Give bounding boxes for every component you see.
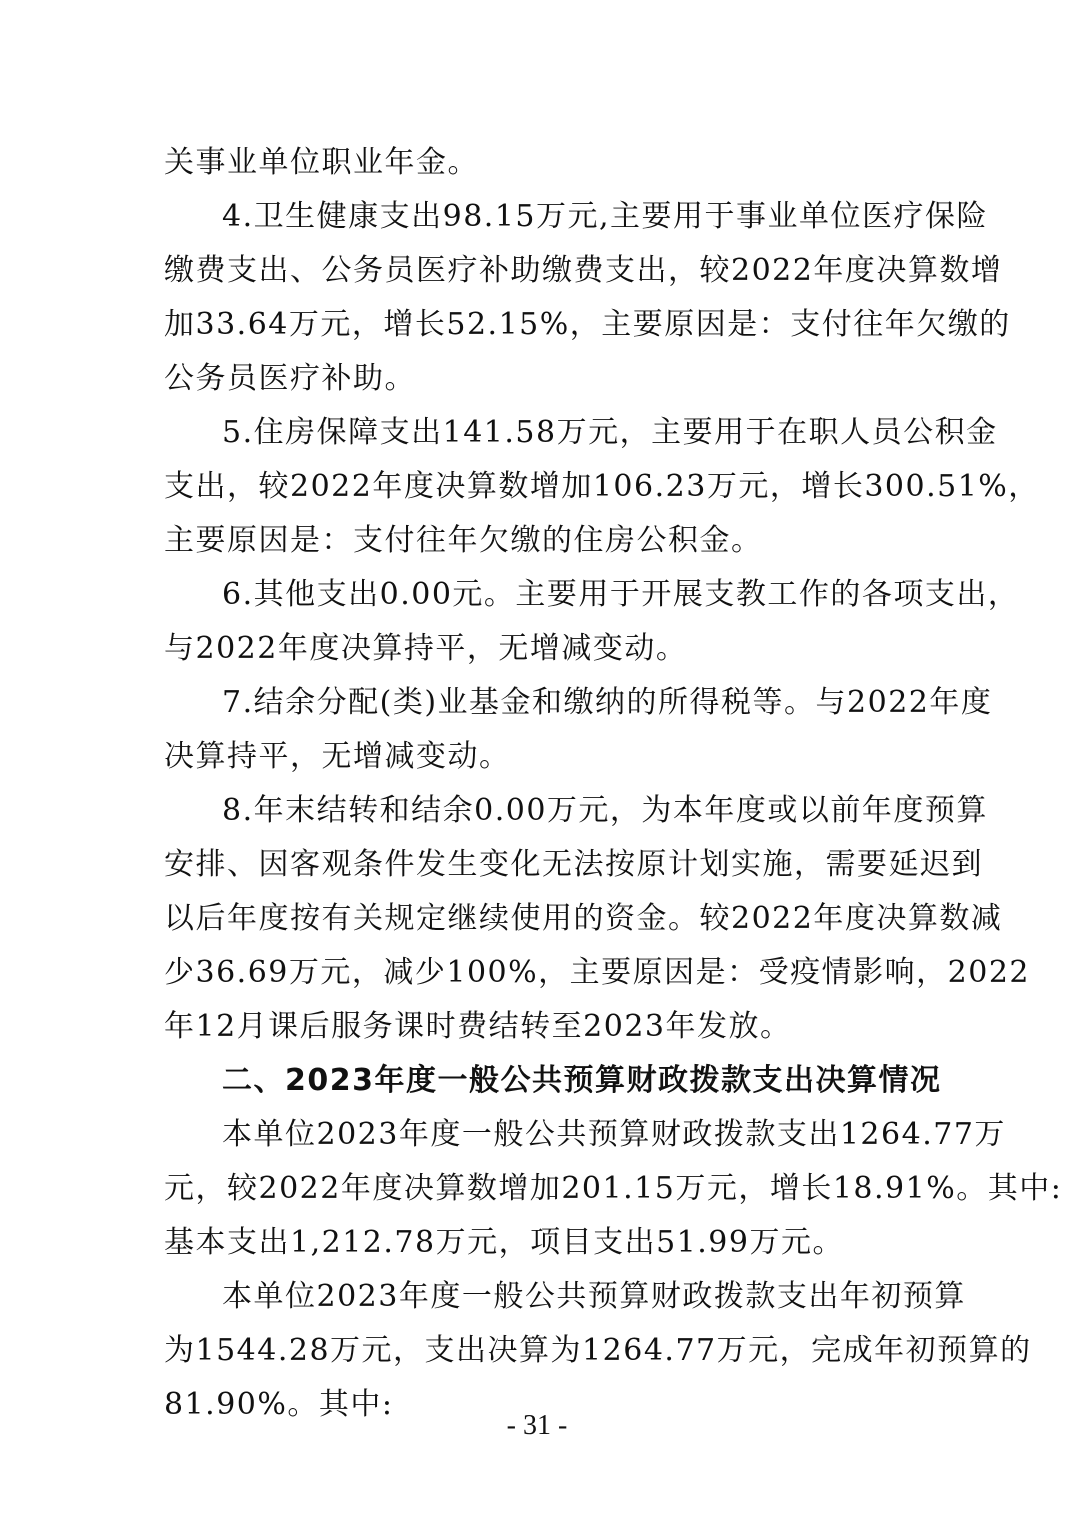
- text-line: 关事业单位职业年金。: [164, 145, 479, 180]
- text-line: 主要原因是：支付往年欠缴的住房公积金。: [164, 523, 763, 558]
- document-body: [164, 136, 1063, 1432]
- text-line: 以后年度按有关规定继续使用的资金。较2022年度决算数减: [164, 901, 1003, 936]
- paragraph-housing-expense: 5.住房保障支出141.58万元，主要用于在职人员公积金: [222, 415, 998, 450]
- text-line: 年12月课后服务课时费结转至2023年发放。: [164, 1009, 792, 1044]
- text-line: 81.90%。其中:: [164, 1387, 394, 1422]
- paragraph-surplus-allocation: 7.结余分配(类)业基金和缴纳的所得税等。与2022年度: [222, 685, 993, 720]
- paragraph-general-budget: 本单位2023年度一般公共预算财政拨款支出1264.77万: [222, 1117, 1006, 1152]
- paragraph-initial-budget: 本单位2023年度一般公共预算财政拨款支出年初预算: [222, 1279, 966, 1314]
- paragraph-health-expense: 4.卫生健康支出98.15万元,主要用于事业单位医疗保险: [222, 199, 989, 234]
- section-heading: 二、2023年度一般公共预算财政拨款支出决算情况: [222, 1063, 942, 1098]
- text-line: 与2022年度决算持平，无增减变动。: [164, 631, 688, 666]
- paragraph-year-end-balance: 8.年末结转和结余0.00万元，为本年度或以前年度预算: [222, 793, 988, 828]
- text-line: 支出，较2022年度决算数增加106.23万元，增长300.51%，: [164, 469, 1040, 504]
- text-line: 元，较2022年度决算数增加201.15万元，增长18.91%。其中:: [164, 1171, 1063, 1206]
- text-line: 基本支出1,212.78万元，项目支出51.99万元。: [164, 1225, 844, 1260]
- text-line: 为1544.28万元，支出决算为1264.77万元，完成年初预算的: [164, 1333, 1032, 1368]
- text-line: 少36.69万元，减少100%，主要原因是：受疫情影响，2022: [164, 955, 1030, 990]
- text-line: 决算持平，无增减变动。: [164, 739, 511, 774]
- text-line: 加33.64万元，增长52.15%，主要原因是：支付往年欠缴的: [164, 307, 1011, 342]
- paragraph-other-expense: 6.其他支出0.00元。主要用于开展支教工作的各项支出，: [222, 577, 1020, 612]
- text-line: 安排、因客观条件发生变化无法按原计划实施，需要延迟到: [164, 847, 983, 882]
- text-line: 公务员医疗补助。: [164, 361, 416, 396]
- text-line: 缴费支出、公务员医疗补助缴费支出，较2022年度决算数增: [164, 253, 1003, 288]
- page-number: - 31 -: [506, 1410, 568, 1441]
